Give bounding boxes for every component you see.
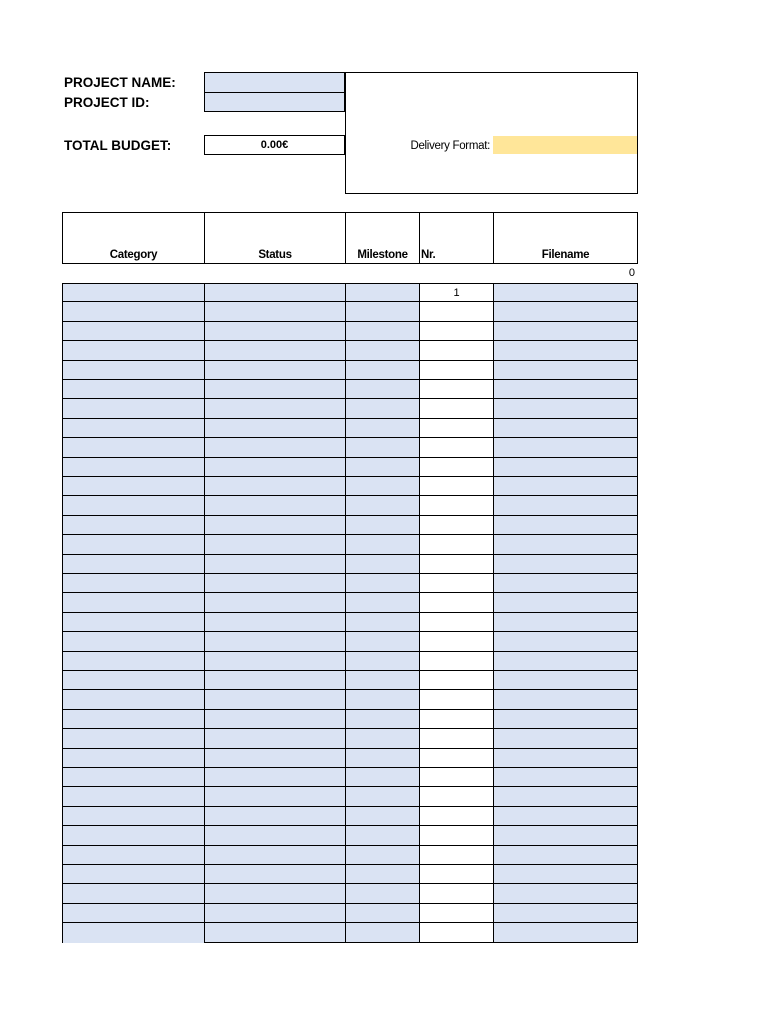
cell-filename[interactable]: [493, 341, 638, 360]
cell-status[interactable]: [204, 302, 346, 321]
cell-filename[interactable]: [493, 593, 638, 612]
cell-status[interactable]: [204, 923, 346, 942]
cell-status[interactable]: [204, 438, 346, 457]
cell-status[interactable]: [204, 652, 346, 671]
cell-filename[interactable]: [493, 477, 638, 496]
cell-milestone[interactable]: [345, 283, 420, 302]
column-header-status: Status: [204, 212, 346, 264]
cell-nr[interactable]: [419, 419, 494, 438]
cell-milestone[interactable]: [345, 729, 420, 748]
cell-filename[interactable]: [493, 399, 638, 418]
total-budget-field[interactable]: 0.00€: [204, 135, 345, 155]
cell-milestone[interactable]: [345, 419, 420, 438]
cell-category[interactable]: [62, 477, 205, 496]
cell-status[interactable]: [204, 555, 346, 574]
cell-status[interactable]: [204, 477, 346, 496]
cell-nr[interactable]: [419, 846, 494, 865]
cell-category[interactable]: [62, 496, 205, 515]
cell-nr[interactable]: [419, 399, 494, 418]
cell-status[interactable]: [204, 690, 346, 709]
cell-status[interactable]: [204, 632, 346, 651]
cell-milestone[interactable]: [345, 884, 420, 903]
cell-category[interactable]: [62, 574, 205, 593]
cell-filename[interactable]: [493, 361, 638, 380]
cell-nr[interactable]: [419, 749, 494, 768]
cell-milestone[interactable]: [345, 613, 420, 632]
cell-milestone[interactable]: [345, 671, 420, 690]
cell-milestone[interactable]: [345, 361, 420, 380]
cell-category[interactable]: [62, 904, 205, 923]
cell-filename[interactable]: [493, 438, 638, 457]
cell-filename[interactable]: [493, 884, 638, 903]
cell-milestone[interactable]: [345, 399, 420, 418]
cell-nr[interactable]: [419, 477, 494, 496]
cell-milestone[interactable]: [345, 555, 420, 574]
cell-milestone[interactable]: [345, 749, 420, 768]
cell-category[interactable]: [62, 458, 205, 477]
cell-category[interactable]: [62, 399, 205, 418]
cell-category[interactable]: [62, 593, 205, 612]
cell-category[interactable]: [62, 361, 205, 380]
cell-filename[interactable]: [493, 846, 638, 865]
cell-nr[interactable]: [419, 729, 494, 748]
cell-status[interactable]: [204, 419, 346, 438]
delivery-info-box: [345, 72, 638, 194]
cell-status[interactable]: [204, 458, 346, 477]
cell-milestone[interactable]: [345, 322, 420, 341]
cell-milestone[interactable]: [345, 807, 420, 826]
filename-count: 0: [628, 267, 635, 279]
cell-filename[interactable]: [493, 923, 638, 942]
cell-status[interactable]: [204, 710, 346, 729]
cell-filename[interactable]: [493, 555, 638, 574]
cell-status[interactable]: [204, 904, 346, 923]
cell-category[interactable]: [62, 690, 205, 709]
cell-status[interactable]: [204, 574, 346, 593]
cell-filename[interactable]: [493, 380, 638, 399]
column-header-nr: Nr.: [419, 212, 494, 264]
column-header-filename: Filename: [493, 212, 638, 264]
cell-nr[interactable]: [419, 904, 494, 923]
cell-status[interactable]: [204, 865, 346, 884]
cell-nr[interactable]: 1: [419, 283, 494, 302]
cell-nr[interactable]: [419, 690, 494, 709]
cell-filename[interactable]: [493, 729, 638, 748]
cell-nr[interactable]: [419, 574, 494, 593]
cell-status[interactable]: [204, 283, 346, 302]
cell-category[interactable]: [62, 923, 205, 942]
cell-nr[interactable]: [419, 516, 494, 535]
cell-nr[interactable]: [419, 302, 494, 321]
cell-nr[interactable]: [419, 807, 494, 826]
cell-milestone[interactable]: [345, 865, 420, 884]
cell-category[interactable]: [62, 380, 205, 399]
project-name-label: PROJECT NAME:: [64, 75, 176, 90]
cell-milestone[interactable]: [345, 923, 420, 942]
cell-milestone[interactable]: [345, 632, 420, 651]
cell-nr[interactable]: [419, 632, 494, 651]
cell-category[interactable]: [62, 787, 205, 806]
cell-status[interactable]: [204, 322, 346, 341]
cell-nr[interactable]: [419, 322, 494, 341]
cell-category[interactable]: [62, 419, 205, 438]
cell-filename[interactable]: [493, 826, 638, 845]
cell-filename[interactable]: [493, 322, 638, 341]
cell-status[interactable]: [204, 729, 346, 748]
cell-status[interactable]: [204, 341, 346, 360]
cell-filename[interactable]: [493, 807, 638, 826]
column-header-category: Category: [62, 212, 205, 264]
cell-nr[interactable]: [419, 341, 494, 360]
cell-status[interactable]: [204, 846, 346, 865]
cell-category[interactable]: [62, 710, 205, 729]
cell-filename[interactable]: [493, 496, 638, 515]
cell-category[interactable]: [62, 438, 205, 457]
cell-filename[interactable]: [493, 516, 638, 535]
cell-category[interactable]: [62, 283, 205, 302]
cell-nr[interactable]: [419, 826, 494, 845]
cell-milestone[interactable]: [345, 652, 420, 671]
cell-nr[interactable]: [419, 380, 494, 399]
cell-filename[interactable]: [493, 632, 638, 651]
cell-filename[interactable]: [493, 652, 638, 671]
cell-milestone[interactable]: [345, 380, 420, 399]
cell-milestone[interactable]: [345, 477, 420, 496]
cell-filename[interactable]: [493, 787, 638, 806]
cell-status[interactable]: [204, 807, 346, 826]
cell-status[interactable]: [204, 361, 346, 380]
cell-filename[interactable]: [493, 865, 638, 884]
cell-category[interactable]: [62, 671, 205, 690]
cell-status[interactable]: [204, 380, 346, 399]
cell-category[interactable]: [62, 302, 205, 321]
cell-category[interactable]: [62, 613, 205, 632]
cell-status[interactable]: [204, 768, 346, 787]
cell-filename[interactable]: [493, 458, 638, 477]
cell-nr[interactable]: [419, 555, 494, 574]
cell-status[interactable]: [204, 671, 346, 690]
cell-category[interactable]: [62, 555, 205, 574]
cell-category[interactable]: [62, 729, 205, 748]
cell-category[interactable]: [62, 341, 205, 360]
cell-filename[interactable]: [493, 671, 638, 690]
cell-category[interactable]: [62, 884, 205, 903]
cell-category[interactable]: [62, 652, 205, 671]
cell-filename[interactable]: [493, 419, 638, 438]
cell-category[interactable]: [62, 322, 205, 341]
cell-milestone[interactable]: [345, 593, 420, 612]
delivery-format-label: Delivery Format:: [410, 140, 490, 152]
cell-milestone[interactable]: [345, 535, 420, 554]
project-id-label: PROJECT ID:: [64, 95, 150, 110]
cell-nr[interactable]: [419, 458, 494, 477]
cell-nr[interactable]: [419, 768, 494, 787]
cell-nr[interactable]: [419, 593, 494, 612]
cell-nr[interactable]: [419, 671, 494, 690]
cell-category[interactable]: [62, 865, 205, 884]
cell-category[interactable]: [62, 516, 205, 535]
cell-filename[interactable]: [493, 749, 638, 768]
cell-milestone[interactable]: [345, 690, 420, 709]
cell-milestone[interactable]: [345, 438, 420, 457]
project-id-field[interactable]: [204, 92, 345, 112]
column-header-milestone: Milestone: [345, 212, 420, 264]
cell-nr[interactable]: [419, 535, 494, 554]
delivery-format-field[interactable]: [493, 136, 637, 154]
cell-nr[interactable]: [419, 652, 494, 671]
cell-nr[interactable]: [419, 865, 494, 884]
cell-status[interactable]: [204, 496, 346, 515]
cell-nr[interactable]: [419, 438, 494, 457]
cell-filename[interactable]: [493, 710, 638, 729]
cell-milestone[interactable]: [345, 846, 420, 865]
cell-status[interactable]: [204, 593, 346, 612]
cell-category[interactable]: [62, 826, 205, 845]
cell-nr[interactable]: [419, 496, 494, 515]
cell-filename[interactable]: [493, 613, 638, 632]
cell-milestone[interactable]: [345, 787, 420, 806]
cell-category[interactable]: [62, 846, 205, 865]
cell-nr[interactable]: [419, 923, 494, 942]
project-name-field[interactable]: [204, 72, 345, 93]
cell-filename[interactable]: [493, 574, 638, 593]
cell-status[interactable]: [204, 884, 346, 903]
cell-category[interactable]: [62, 768, 205, 787]
cell-filename[interactable]: [493, 535, 638, 554]
cell-status[interactable]: [204, 399, 346, 418]
cell-nr[interactable]: [419, 884, 494, 903]
cell-filename[interactable]: [493, 690, 638, 709]
cell-category[interactable]: [62, 807, 205, 826]
cell-status[interactable]: [204, 749, 346, 768]
cell-status[interactable]: [204, 613, 346, 632]
cell-milestone[interactable]: [345, 496, 420, 515]
cell-status[interactable]: [204, 516, 346, 535]
cell-milestone[interactable]: [345, 826, 420, 845]
cell-milestone[interactable]: [345, 768, 420, 787]
cell-milestone[interactable]: [345, 516, 420, 535]
cell-nr[interactable]: [419, 787, 494, 806]
cell-category[interactable]: [62, 535, 205, 554]
cell-filename[interactable]: [493, 768, 638, 787]
cell-milestone[interactable]: [345, 710, 420, 729]
cell-category[interactable]: [62, 632, 205, 651]
cell-milestone[interactable]: [345, 458, 420, 477]
cell-milestone[interactable]: [345, 574, 420, 593]
cell-status[interactable]: [204, 787, 346, 806]
cell-milestone[interactable]: [345, 904, 420, 923]
cell-milestone[interactable]: [345, 341, 420, 360]
cell-milestone[interactable]: [345, 302, 420, 321]
cell-filename[interactable]: [493, 904, 638, 923]
cell-nr[interactable]: [419, 710, 494, 729]
cell-filename[interactable]: [493, 283, 638, 302]
cell-category[interactable]: [62, 749, 205, 768]
cell-status[interactable]: [204, 826, 346, 845]
total-budget-label: TOTAL BUDGET:: [64, 138, 172, 153]
cell-nr[interactable]: [419, 361, 494, 380]
cell-filename[interactable]: [493, 302, 638, 321]
cell-nr[interactable]: [419, 613, 494, 632]
cell-status[interactable]: [204, 535, 346, 554]
